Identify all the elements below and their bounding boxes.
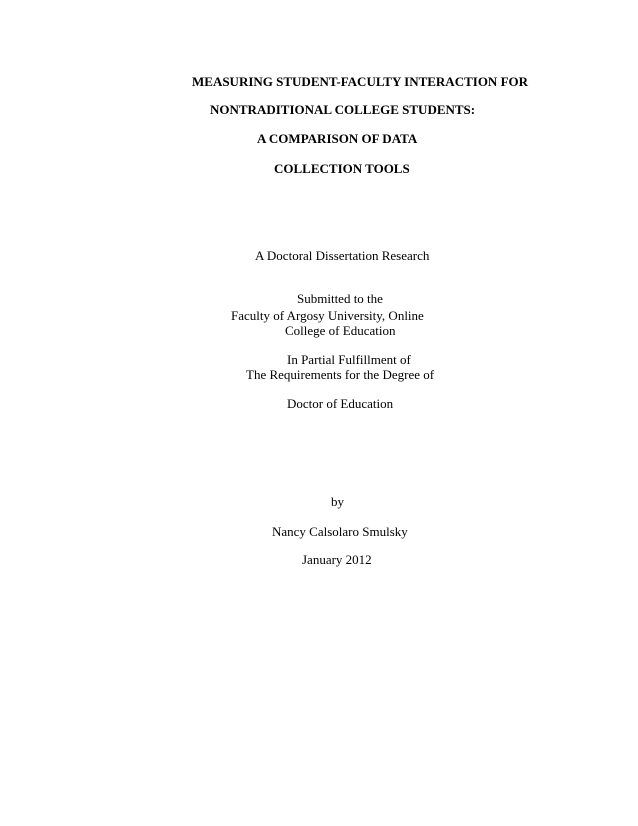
fulfillment-line-2: The Requirements for the Degree of bbox=[246, 367, 435, 382]
document-type: A Doctoral Dissertation Research bbox=[255, 248, 430, 263]
college-name: College of Education bbox=[285, 323, 396, 338]
by-label: by bbox=[331, 494, 344, 509]
degree-name: Doctor of Education bbox=[287, 396, 394, 411]
author-name: Nancy Calsolaro Smulsky bbox=[272, 524, 408, 539]
submission-date: January 2012 bbox=[302, 552, 372, 567]
submitted-to: Submitted to the bbox=[297, 291, 383, 306]
title-line-4: COLLECTION TOOLS bbox=[274, 161, 410, 176]
title-line-2: NONTRADITIONAL COLLEGE STUDENTS: bbox=[210, 102, 476, 117]
title-line-3: A COMPARISON OF DATA bbox=[257, 131, 418, 146]
fulfillment-line-1: In Partial Fulfillment of bbox=[287, 352, 411, 367]
title-line-1: MEASURING STUDENT-FACULTY INTERACTION FOR bbox=[192, 74, 529, 89]
faculty-name: Faculty of Argosy University, Online bbox=[231, 308, 424, 323]
